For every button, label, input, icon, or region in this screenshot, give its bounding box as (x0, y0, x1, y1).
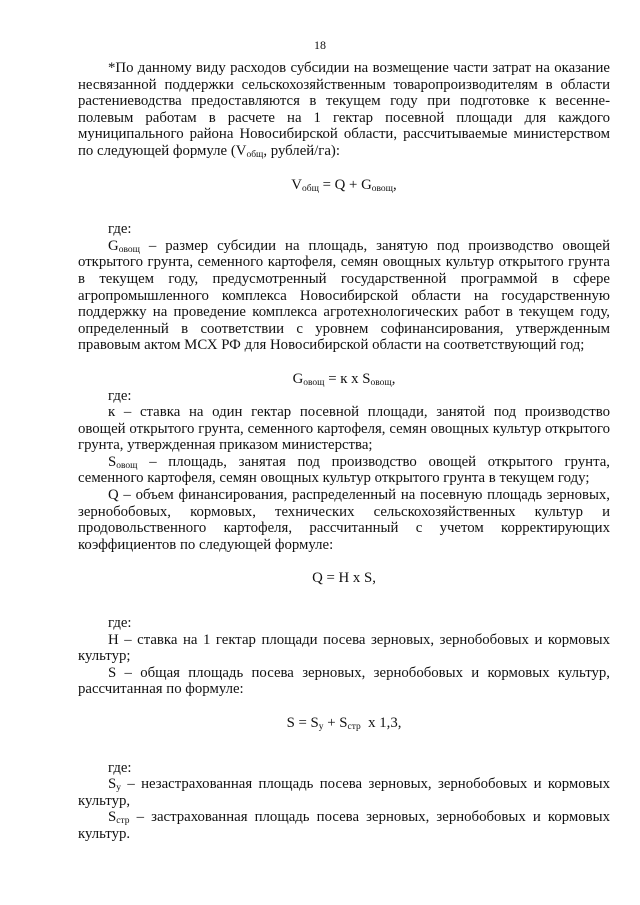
formula2-lhs: G (292, 370, 304, 387)
formula4-end: х 1,3, (360, 715, 402, 731)
formula2-lhs-sub: овощ (303, 377, 325, 388)
document-body (78, 60, 610, 843)
sstr-symbol: S (108, 809, 117, 826)
formula-q: Q = Н х S, (312, 570, 376, 587)
formula4-sub1: у (318, 722, 324, 732)
g-symbol: G (108, 237, 119, 254)
s-definition: S – общая площадь посева зерновых, зернобобовых и кормовых культур, рассчитанная по формуле: (78, 664, 610, 698)
where-label-2: где: (108, 387, 132, 404)
where-label-3: где: (108, 615, 132, 632)
formula1-lhs: V (291, 176, 302, 193)
page-number: 18 (314, 38, 326, 52)
sstr-sub: стр (116, 816, 130, 827)
sstr-definition (78, 809, 610, 842)
formula4-sub2: стр (347, 722, 361, 732)
formula-g (78, 371, 610, 388)
intro-sub: общ (246, 149, 264, 160)
k-definition: к – ставка на один гектар посевной площади, занятой под производство овощей открытого грунта, семенного картофеля, семян овощных культур открытого грунта, утвержденная приказом министерства; (78, 404, 610, 454)
formula2-end: , (391, 370, 396, 387)
formula1-end: , (393, 176, 397, 193)
where-label-1: где: (108, 221, 132, 238)
formula2-mid: = к х S (324, 370, 371, 387)
g-sub: овощ (118, 244, 140, 255)
intro-text-b: , рублей/га): (263, 142, 340, 159)
formula4-mid: + S (323, 715, 348, 731)
where-label-4: где: (108, 759, 132, 776)
sy-text: – незастрахованная площадь посева зерновых, зернобобовых и кормовых культур, (78, 776, 610, 809)
sy-definition (78, 776, 610, 809)
g-definition (78, 238, 610, 354)
h-definition: Н – ставка на 1 гектар площади посева зерновых, зернобобовых и кормовых культур; (78, 631, 610, 665)
formula-v-total (78, 177, 610, 194)
formula1-lhs-sub: общ (301, 183, 319, 194)
s-ovosh-definition (78, 454, 610, 487)
s-ovosh-text: – площадь, занятая под производство овощей открытого грунта, семенного картофеля, семян овощных культур открытого грунта в текущем году; (78, 453, 610, 487)
q-definition: Q – объем финансирования, распределенный на посевную площадь зерновых, зернобобовых, кормовых, технических сельскохозяйственных культур и продовольственного картофеля, рассчитанный с учетом корректирующих коэффициентов по следующей формуле: (78, 487, 610, 553)
formula1-mid: = Q + G (318, 176, 372, 193)
sstr-text: – застрахованная площадь посева зерновых, зернобобовых и кормовых культур. (78, 809, 610, 842)
s-ovosh-symbol: S (108, 453, 117, 470)
intro-text-a: *По данному виду расходов субсидии на возмещение части затрат на оказание несвязанной поддержки сельскохозяйственным товаропроизводителям в области растениеводства предоставляются в текущем году при подготовке к весенне-полевым работам в расчете на 1 гектар посевной площади для каждого муниципального района Новосибирской области, рассчитываемые министерством по следующей формуле (V (78, 60, 610, 159)
g-text: – размер субсидии на площадь, занятую под производство овощей открытого грунта, семенного картофеля, семян овощных культур открытого грунта в текущем году, предусмотренный государственной программой в сфере агропромышленного комплекса Новосибирской области на государственную поддержку на проведение комплекса агротехнологических работ в текущем году, определенный в соответствии с уровнем софинансирования, утвержденным правовым актом МСХ РФ для Новосибирской области на соответствующий год; (78, 237, 610, 354)
formula1-rhs-sub: овощ (371, 183, 393, 194)
s-ovosh-sub: овощ (116, 460, 138, 471)
formula-s (78, 715, 610, 732)
sy-symbol: S (108, 776, 117, 793)
formula2-rhs-sub: овощ (370, 377, 392, 388)
formula4-lhs: S = S (286, 715, 319, 731)
sy-sub: у (116, 783, 121, 794)
intro-paragraph (78, 60, 610, 160)
